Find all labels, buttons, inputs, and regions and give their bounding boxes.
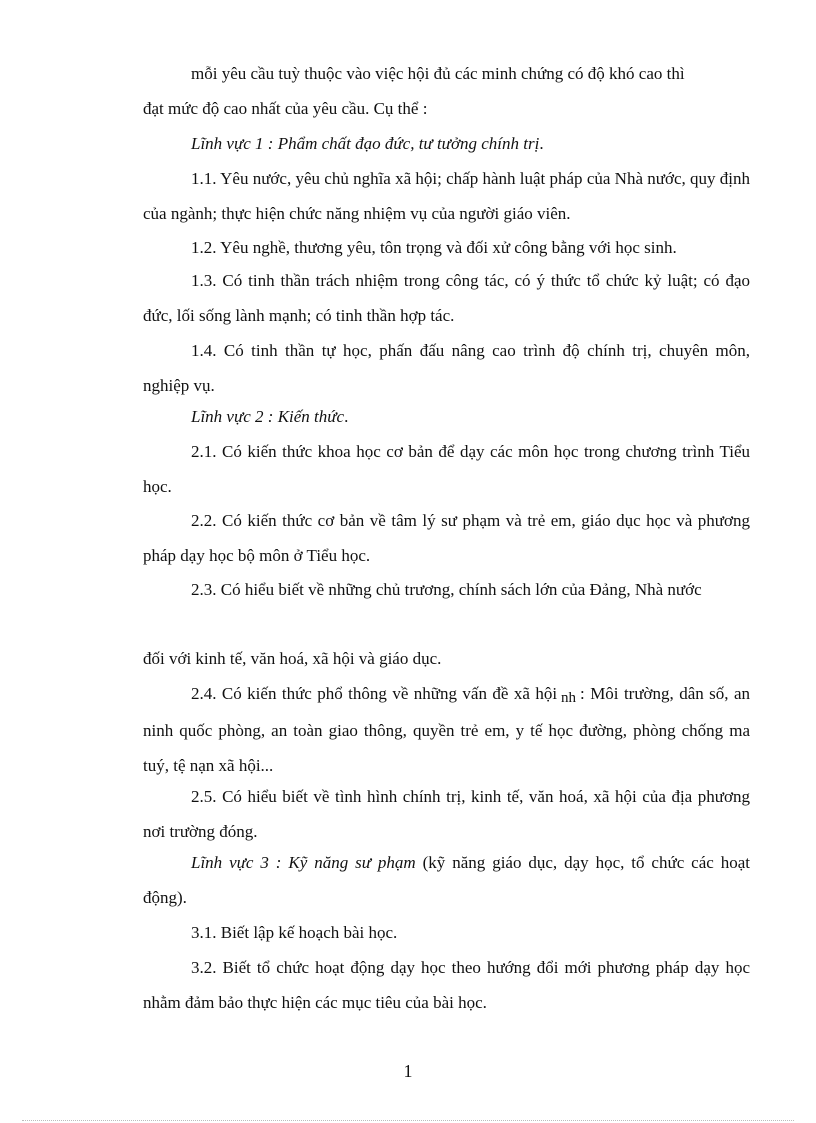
page-number: 1 [403, 1061, 413, 1081]
field-3-heading [143, 845, 750, 915]
intro-paragraph [143, 56, 750, 91]
item-2-3-continuation: đối với kinh tế, văn hoá, xã hội và giáo dục. [143, 649, 442, 668]
field-3-description: (kỹ năng giáo dục, dạy học, tổ chức các hoạt động). [143, 853, 750, 907]
field-1-title: Lĩnh vực 1 : Phẩm chất đạo đức, tư tưởng chính trị [191, 134, 540, 153]
item-2-5: 2.5. Có hiểu biết về tình hình chính trị, kinh tế, văn hoá, xã hội của địa phương nơi trường đóng. [143, 787, 750, 841]
item-1-4: 1.4. Có tinh thần tự học, phấn đấu nâng cao trình độ chính trị, chuyên môn, nghiệp vụ. [143, 341, 750, 395]
field-1-heading [143, 126, 750, 161]
item-2-3: 2.3. Có hiểu biết về những chủ trương, chính sách lớn của Đảng, Nhà nước [191, 580, 702, 599]
intro-paragraph-continuation [143, 91, 750, 126]
field-3-title: Lĩnh vực 3 : Kỹ năng sư phạm [191, 853, 416, 872]
item-3-2: 3.2. Biết tổ chức hoạt động dạy học theo hướng đổi mới phương pháp dạy học nhằm đảm bảo thực hiện các mục tiêu của bài học. [143, 958, 750, 1012]
intro-line-1: mỗi yêu cầu tuỳ thuộc vào việc hội đủ các minh chứng có độ khó cao thì [191, 64, 685, 83]
item-2-4-fragment: nh [561, 690, 577, 706]
item-3-1: 3.1. Biết lập kế hoạch bài học. [191, 923, 398, 942]
item-2-4-rest: : Môi trường, dân số, an ninh quốc phòng, an toàn giao thông, quyền trẻ em, y tế học đường, phòng chống ma tuý, tệ nạn xã hội... [143, 684, 750, 775]
field-2-heading [143, 399, 750, 434]
item-2-2: 2.2. Có kiến thức cơ bản về tâm lý sư phạm và trẻ em, giáo dục học và phương pháp dạy học bộ môn ở Tiểu học. [143, 511, 750, 565]
item-1-2: 1.2. Yêu nghề, thương yêu, tôn trọng và đối xử công bằng với học sinh. [191, 238, 677, 257]
intro-line-2: đạt mức độ cao nhất của yêu cầu. Cụ thể : [143, 99, 428, 118]
field-2-title: Lĩnh vực 2 : Kiến thức [191, 407, 345, 426]
field-1-dot: . [539, 134, 544, 153]
page-bottom-divider [22, 1120, 794, 1121]
item-2-4 [143, 676, 750, 783]
item-2-1: 2.1. Có kiến thức khoa học cơ bản để dạy các môn học trong chương trình Tiểu học. [143, 442, 750, 496]
item-1-1: 1.1. Yêu nước, yêu chủ nghĩa xã hội; chấp hành luật pháp của Nhà nước, quy định của ngành; thực hiện chức năng nhiệm vụ của người giáo viên. [143, 169, 750, 223]
item-2-4-start: 2.4. Có kiến thức phổ thông về những vấn đề xã hội [191, 684, 558, 703]
field-2-dot: . [344, 407, 349, 426]
item-1-3: 1.3. Có tinh thần trách nhiệm trong công tác, có ý thức tổ chức kỷ luật; có đạo đức, lối sống lành mạnh; có tinh thần hợp tác. [143, 271, 750, 325]
